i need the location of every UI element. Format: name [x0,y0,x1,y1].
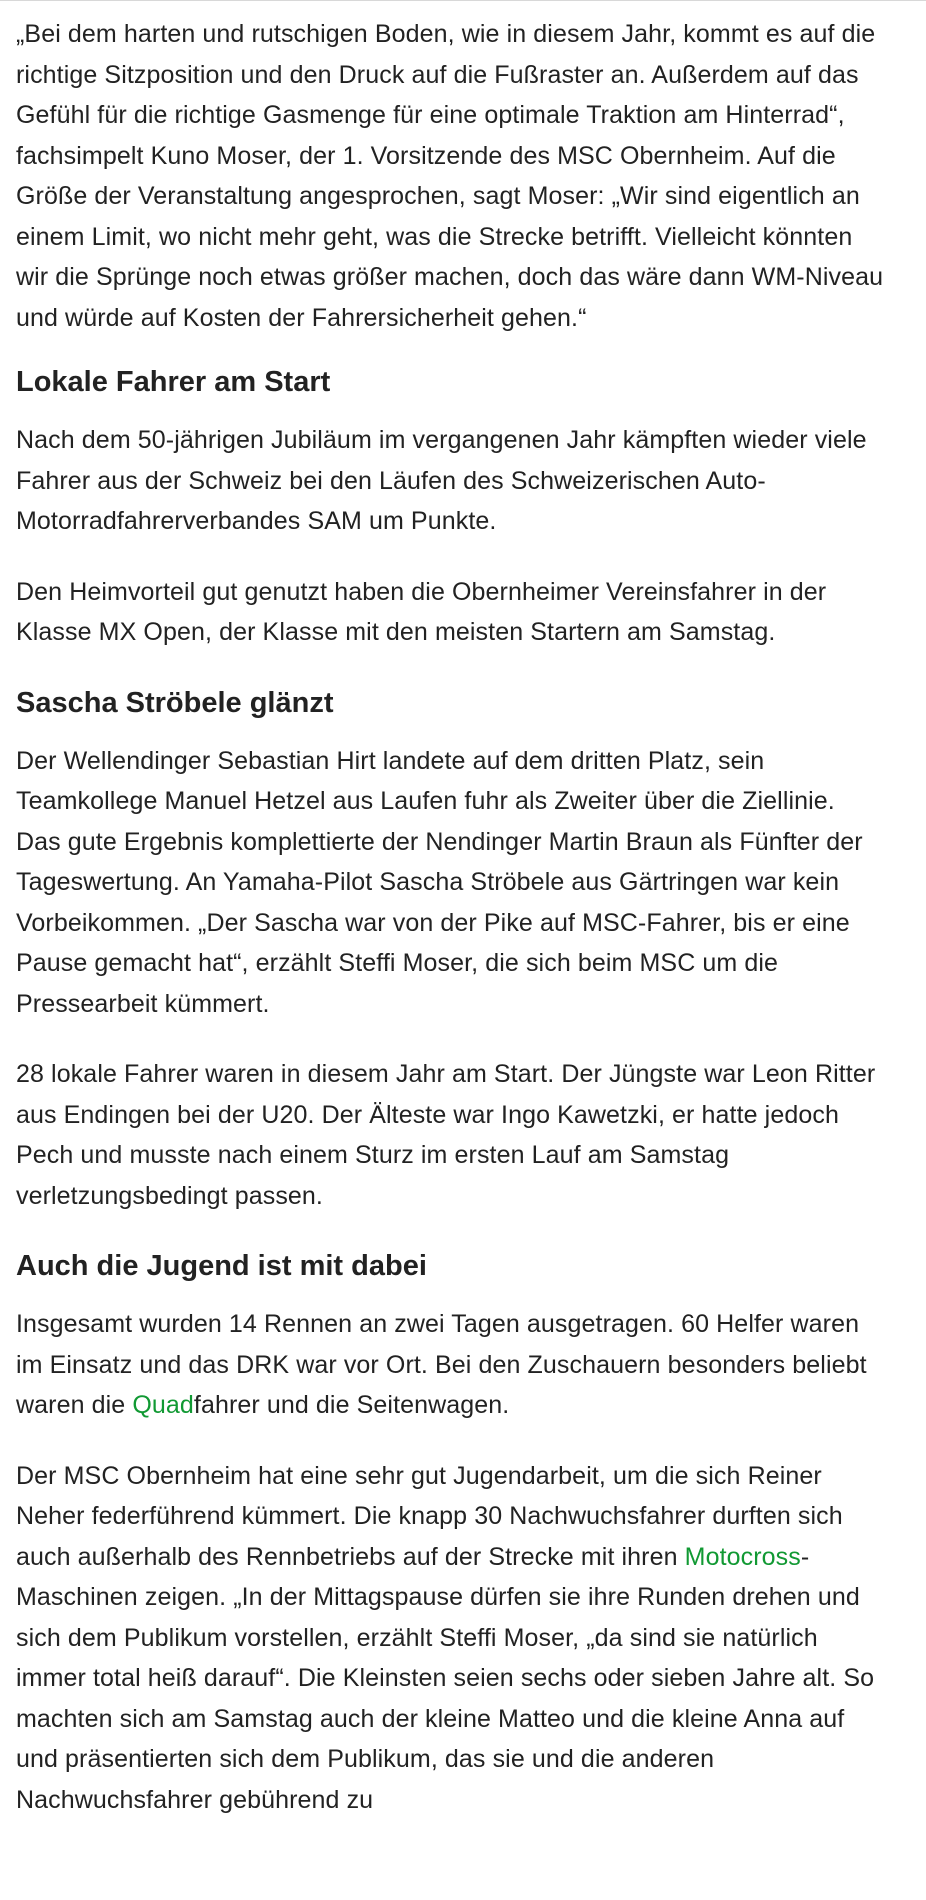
article-paragraph [16,1304,886,1426]
article-paragraph: Nach dem 50-jährigen Jubiläum im vergangenen Jahr kämpften wieder viele Fahrer aus der Schweiz bei den Läufen des Schweizerischen Auto-Motorradfahrerverbandes SAM um Punkte. [16,426,867,535]
quad-link[interactable]: Quad [132,1391,194,1419]
section-heading-local-riders: Lokale Fahrer am Start [16,366,331,398]
top-divider [0,0,926,1]
section-heading-stroebele: Sascha Ströbele glänzt [16,686,334,719]
paragraph-text: Insgesamt wurden 14 Rennen an zwei Tagen ausgetragen. 60 Helfer waren im Einsatz und das DRK war vor Ort. Bei den Zuschauern besonders beliebt waren die [16,1310,867,1419]
article-paragraph: „Bei dem harten und rutschigen Boden, wie in diesem Jahr, kommt es auf die richtige Sitzposition und den Druck auf die Fußraster an. Außerdem auf das Gefühl für die richtige Gasmenge für eine optimale Traktion am Hinterrad“, fachsimpelt Kuno Moser, der 1. Vorsitzende des MSC Obernheim. Auf die Größe der Veranstaltung angesprochen, sagt Moser: „Wir sind eigentlich an einem Limit, wo nicht mehr geht, was die Strecke betrifft. Vielleicht könnten wir die Sprünge noch etwas größer machen, doch das wäre dann WM-Niveau und würde auf Kosten der Fahrersicherheit gehen.“ [16,20,884,332]
motocross-link[interactable]: Motocross [684,1542,801,1571]
article-body [16,14,886,1850]
article-paragraph: Den Heimvorteil gut genutzt haben die Obernheimer Vereinsfahrer in der Klasse MX Open, der Klasse mit den meisten Startern am Samstag. [16,577,827,646]
paragraph-text: fahrer und die Seitenwagen. [193,1391,510,1419]
article-paragraph: 28 lokale Fahrer waren in diesem Jahr am Start. Der Jüngste war Leon Ritter aus Endingen bei der U20. Der Älteste war Ingo Kawetzki, er hatte jedoch Pech und musste nach einem Sturz im ersten Lauf am Samstag verletzungsbedingt passen. [16,1060,876,1210]
article-paragraph: Der Wellendinger Sebastian Hirt landete auf dem dritten Platz, sein Teamkollege Manuel Hetzel aus Laufen fuhr als Zweiter über die Ziellinie. Das gute Ergebnis komplettierte der Nendinger Martin Braun als Fünfter der Tageswertung. An Yamaha-Pilot Sascha Ströbele aus Gärtringen war kein Vorbeikommen. „Der Sascha war von der Pike auf MSC-Fahrer, bis er eine Pause gemacht hat“, erzählt Steffi Moser, die sich beim MSC um die Pressearbeit kümmert. [16,746,863,1018]
paragraph-text: Der MSC Obernheim hat eine sehr gut Jugendarbeit, um die sich Reiner Neher federführend kümmert. Die knapp 30 Nachwuchsfahrer durften sich auch außerhalb des Rennbetriebs auf der Strecke mit ihren [16,1461,843,1571]
article-paragraph [16,1456,886,1821]
section-heading-youth: Auch die Jugend ist mit dabei [16,1250,427,1282]
paragraph-text: -Maschinen zeigen. „In der Mittagspause dürfen sie ihre Runden drehen und sich dem Publikum vorstellen, erzählt Steffi Moser, „da sind sie natürlich immer total heiß darauf“. Die Kleinsten seien sechs oder sieben Jahre alt. So machten sich am Samstag auch der kleine Matteo und die kleine Anna auf und präsentierten sich dem Publikum, das sie und die anderen Nachwuchsfahrer gebührend zu [16,1542,875,1814]
